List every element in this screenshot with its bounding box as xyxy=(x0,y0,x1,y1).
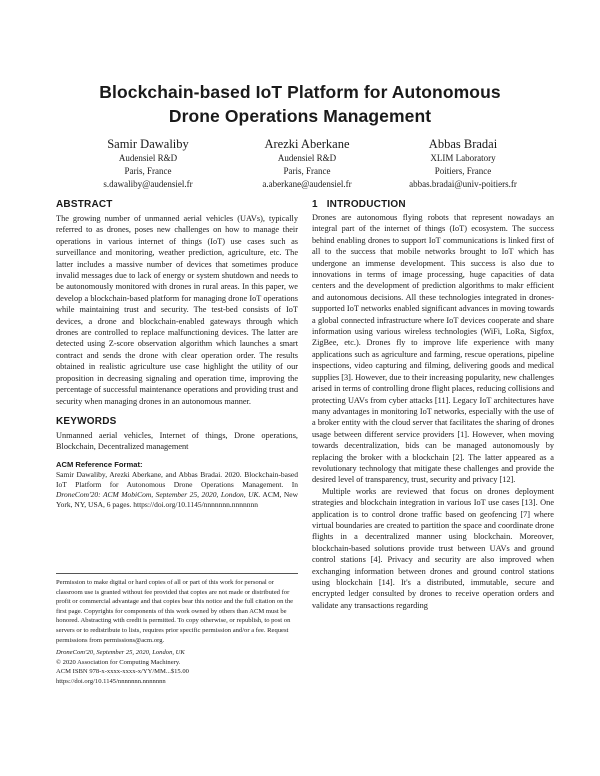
permission-text: Permission to make digital or hard copies of all or part of this work for personal or classroom use is granted without fee provided that copies are not made or distributed for profit or commercial advantage and that copies bear this notice and the full citation on the first page. Copyrights for components of this work owned by others than ACM must be honored. Abstracting with credit is permitted. To copy otherwise, or republish, to post on servers or to redistribute to lists, requires prior specific permission and/or a fee. Request permissions from permissions@acm.org. xyxy=(56,579,294,644)
keywords-text: Unmanned aerial vehicles, Internet of things, Drone operations, Blockchain, Decentralized management xyxy=(56,430,298,452)
acm-reference-heading: ACM Reference Format: xyxy=(56,459,143,469)
author-location: Paris, France xyxy=(124,166,172,176)
acm-reference-rest: ACM, New York, NY, USA, 6 pages. https://doi.org/10.1145/nnnnnnn.nnnnnnn xyxy=(56,490,298,510)
introduction-heading: 1 INTRODUCTION xyxy=(312,199,406,210)
acm-reference-venue: DroneCom'20: ACM MobiCom, September 25, 2020, London, UK. xyxy=(56,490,261,500)
author-name: Arezki Aberkane xyxy=(264,137,350,151)
abstract-text: The growing number of unmanned aerial vehicles (UAVs), typically referred to as drones, poses new challenges on how to manage their operations in various internet of things (IoT) use cases such as surveillance and monitoring, weather prediction, agriculture, etc. The latter includes a massive number of devices that sometimes produce invalid messages due to lack of energy or system shutdown and needs to be autonomously monitored with drones in rural areas. In this paper, we develop a blockchain-based platform for managing drone IoT operations while maintaining trust and security. The test-bed consists of IoT devices, a drone and blockchain-enabled gateways through which drones are controlled to replace malfunctioning devices. The latter are detected using Z-score observation algorithm which launches a smart contract and sends the drone with clear operation order. The results obtained in realistic agriculture use case highlight the utility of our proposition in decreasing signaling and operation time, improving the percentage of successful maintenance operations and providing trust and security when managing drones in an autonomous manner. xyxy=(56,214,298,406)
author-affiliation: Audensiel R&D xyxy=(277,153,337,163)
author-block-1 xyxy=(68,137,228,191)
acm-reference-authors-title: Samir Dawaliby, Arezki Aberkane, and Abbas Bradai. 2020. Blockchain-based IoT Platform for Autonomous Drone Operations Management. In xyxy=(56,469,298,489)
title-line-2: Drone Operations Management xyxy=(168,106,432,126)
doi-link[interactable]: https://doi.org/10.1145/nnnnnnn.nnnnnnn xyxy=(56,677,166,685)
introduction-paragraph-1: Drones are autonomous flying robots that represent nowadays an integral part of the internet of things (IoT) ecosystem. The success behind enabling drones to support IoT communications is linked first of all to the success that mobile networks brought to IoT which has undergone an immense development. This success is also due to innovations in terms of image processing, huge capacities of data centers and the development of prediction algorithms to makr efficient and autonomous decisions. All these technologies integrated in drones-supported IoT networks enabled significant advances in moving towards a global connected infrastructure where IoT devices cooperate and share information using various wireless technologies (WiFi, LoRa, Sigfox, ZigBee, etc.). Drones fly to improve life experience with many applications such as agriculture and farming, rescue operations, pipeline inspections, video capturing and filming, delivering goods and medical supplies [3]. However, due to their increasing popularity, new challenges arised in terms of controlling drone flight places, reducing collisions and protecting UAVs from cyber attacks [11]. Legacy IoT architectures have many advantages in monitoring IoT networks, especially with the use of a broker entity with the cloud server that facilitates the sharing of drones usage between different service providers [1]. However, when moving towards decentralization, bids can be managed autonomously by replacing the broker with a blockchain [2]. The latter appeared as a revolutionary technology that mitigate these challenges and provide the desired level of transparency, trust, security and privacy [12]. xyxy=(312,213,554,485)
acm-reference-text xyxy=(56,470,298,511)
right-column xyxy=(312,198,554,611)
author-name: Abbas Bradai xyxy=(428,137,498,151)
author-block-2 xyxy=(227,137,387,191)
author-location: Paris, France xyxy=(283,166,331,176)
author-email[interactable]: a.aberkane@audensiel.fr xyxy=(262,179,352,189)
paper-title xyxy=(40,80,560,128)
abstract-heading: ABSTRACT xyxy=(56,199,113,210)
introduction-paragraph-2: Multiple works are reviewed that focus on drones deployment strategies and blockchain integration in various IoT use cases [13]. One application is to control drone traffic based on geofencing [7] where virtual boundaries are created to partition the space and coordinate drone flights in a decentralized manner using blockchain. Moreover, blockchain-based solutions provide trust between UAVs and ground control stations [4]. Privacy and security are also improved when exchanging information between drones and ground control stations using blockchain [14]. It's a distributed, immutable, secure and encrypted ledger consulted by drones to receive operation orders and validate any transactions regarding xyxy=(312,486,554,610)
author-email[interactable]: abbas.bradai@univ-poitiers.fr xyxy=(409,179,517,189)
author-email[interactable]: s.dawaliby@audensiel.fr xyxy=(103,179,193,189)
left-column xyxy=(56,198,298,511)
author-block-3 xyxy=(383,137,543,191)
isbn-line: ACM ISBN 978-x-xxxx-xxxx-x/YY/MM...$15.00 xyxy=(56,668,189,676)
permission-venue-line: DroneCom'20, September 25, 2020, London, UK xyxy=(56,649,185,657)
permission-footnote xyxy=(56,573,298,687)
title-line-1: Blockchain-based IoT Platform for Autonomous xyxy=(99,82,501,102)
author-affiliation: XLIM Laboratory xyxy=(430,153,496,163)
keywords-heading: KEYWORDS xyxy=(56,415,117,427)
author-location: Poitiers, France xyxy=(434,166,492,176)
permission-venue xyxy=(56,648,298,658)
copyright-line: © 2020 Association for Computing Machinery. xyxy=(56,658,181,666)
author-affiliation: Audensiel R&D xyxy=(118,153,178,163)
author-name: Samir Dawaliby xyxy=(107,137,189,151)
